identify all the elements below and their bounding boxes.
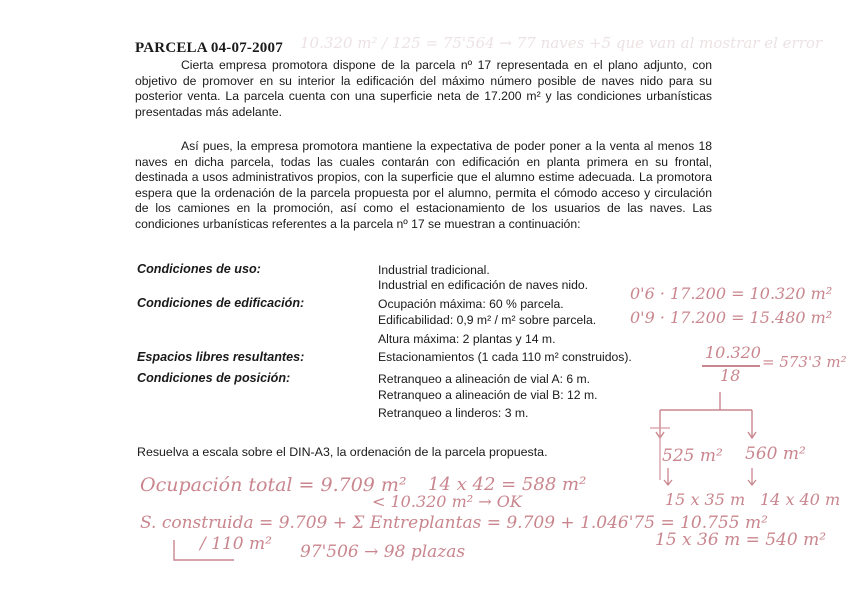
conditions-position-value-2: Retranqueo a alineación de vial B: 12 m. (378, 388, 598, 402)
conditions-position-value-1: Retranqueo a alineación de vial A: 6 m. (378, 372, 591, 386)
conditions-use-value-2: Industrial en edificación de naves nido. (378, 278, 589, 292)
document-title: PARCELA 04-07-2007 (135, 40, 283, 56)
handwritten-dims-a: 15 x 35 m (665, 490, 746, 509)
handwritten-dims-b: 14 x 40 m (760, 490, 841, 509)
handwritten-compare: < 10.320 m² → OK (372, 492, 522, 511)
intro-paragraph: Cierta empresa promotora dispone de la parcela nº 17 representada en el plano adjunto, con objetivo de promover en su interior la edificación del máximo número posible de naves nido para su posterior venta. La parcela cuenta con una superficie neta de 17.200 m² y las condiciones urbanísticas presentadas más adelante. (135, 58, 712, 119)
handwritten-branch-arrows (640, 390, 780, 490)
handwritten-division-denominator: 18 (720, 366, 741, 385)
conditions-use-value-1: Industrial tradicional. (378, 263, 490, 277)
conditions-building-label: Condiciones de edificación: (137, 296, 305, 310)
expectation-paragraph: Así pues, la empresa promotora mantiene la expectativa de poder poner a la venta al menos 18 naves en dicha parcela, todas las cuales contarán con edificación en planta primera en su frontal, destinada a usos administrativos propios, con la superficie que el alumno estime adecuada. La promotora espera que la ordenación de la parcela propuesta por el alumno, permita el cómodo acceso y circulación de los camiones en la promoción, así como el estacionamiento de los usuarios de las naves. Las condiciones urbanísticas referentes a la parcela nº 17 se muestran a continuación: (135, 139, 712, 231)
handwritten-dims-c: 15 x 36 m = 540 m² (655, 530, 827, 550)
handwritten-area-right: 560 m² (745, 444, 806, 464)
conditions-position-label: Condiciones de posición: (137, 371, 291, 385)
handwritten-division-numerator: 10.320 (705, 343, 761, 362)
conditions-building-value-3: Altura máxima: 2 plantas y 14 m. (378, 332, 556, 346)
handwritten-division-result: = 573'3 m² (762, 353, 847, 371)
instruction-text: Resuelva a escala sobre el DIN-A3, la ordenación de la parcela propuesta. (137, 445, 548, 459)
handwritten-result-97: 97'506 → 98 plazas (300, 542, 466, 562)
handwritten-area-left: 525 m² (662, 446, 723, 466)
handwritten-edificabilidad-calc: 0'9 · 17.200 = 15.480 m² (630, 308, 833, 327)
handwritten-per-110: / 110 m² (200, 534, 272, 554)
handwritten-product-588: 14 x 42 = 588 m² (428, 474, 587, 495)
conditions-position-value-3: Retranqueo a linderos: 3 m. (378, 406, 529, 420)
conditions-free-space-value-1: Estacionamientos (1 cada 110 m² construidos). (378, 350, 632, 364)
conditions-free-space-label: Espacios libres resultantes: (137, 350, 305, 364)
conditions-building-value-1: Ocupación máxima: 60 % parcela. (378, 297, 564, 311)
conditions-use-label: Condiciones de uso: (137, 262, 261, 276)
handwritten-ocupacion-total: Ocupación total = 9.709 m² (140, 474, 407, 496)
handwritten-top-note: 10.320 m² / 125 = 75'564 → 77 naves +5 que van al mostrar el error (300, 34, 823, 52)
conditions-building-value-2: Edificabilidad: 0,9 m² / m² sobre parcela. (378, 313, 597, 327)
handwritten-s-construida: S. construida = 9.709 + Σ Entreplantas = 9.709 + 1.046'75 = 10.755 m² (140, 513, 768, 533)
handwritten-ocupacion-calc: 0'6 · 17.200 = 10.320 m² (630, 284, 833, 303)
